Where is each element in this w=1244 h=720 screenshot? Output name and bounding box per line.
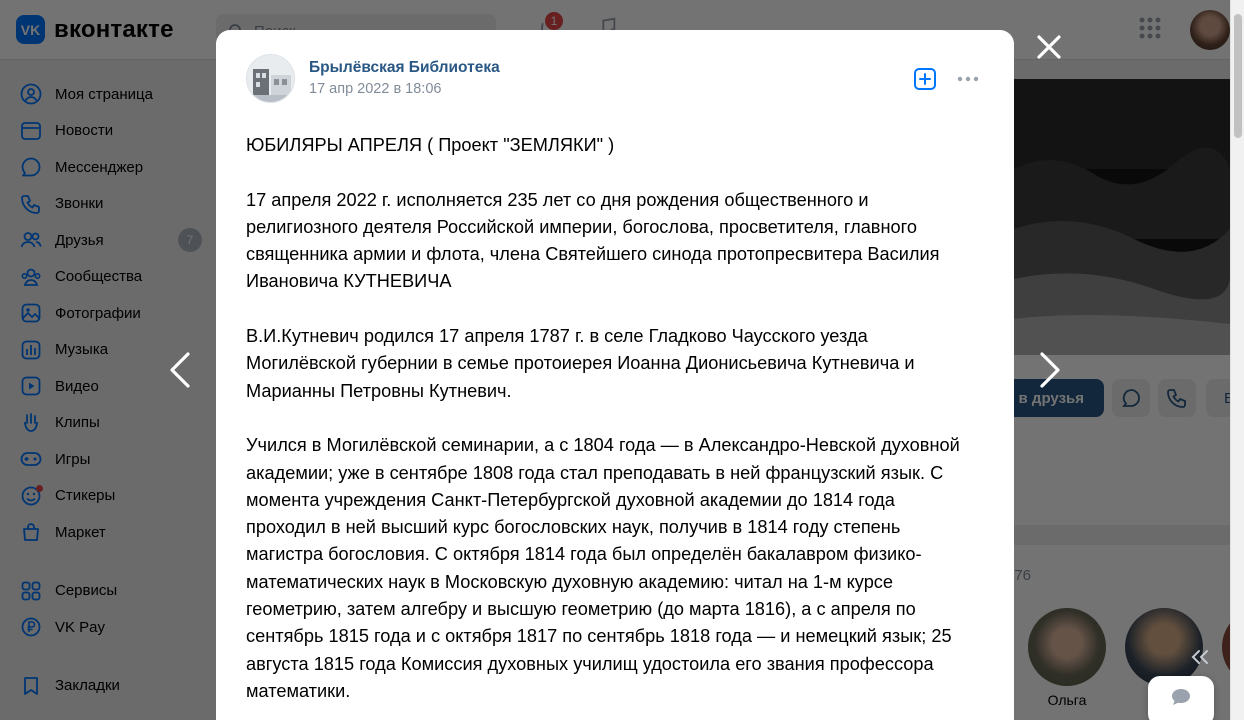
author-avatar[interactable] — [246, 54, 295, 103]
collapse-double-chevron-icon[interactable] — [1190, 648, 1210, 666]
post-body — [246, 132, 986, 720]
post-modal — [216, 30, 1014, 720]
page-scrollbar[interactable] — [1230, 0, 1244, 720]
add-bookmark-icon[interactable] — [913, 67, 937, 91]
close-icon[interactable] — [1034, 32, 1064, 62]
post-title: ЮБИЛЯРЫ АПРЕЛЯ ( Проект "ЗЕМЛЯКИ" ) — [246, 135, 615, 155]
post-date[interactable]: 17 апр 2022 в 18:06 — [309, 81, 442, 97]
library-building-image — [247, 55, 295, 103]
post-paragraph: 17 апреля 2022 г. исполняется 235 лет со дня рождения общественного и религиозного деятеля Российской империи, богослова, просветителя, главного священника армии и флота, члена Святейшего синода протопресвитера Василия Ивановича КУТНЕВИЧА — [246, 189, 940, 292]
scrollbar-thumb[interactable] — [1234, 14, 1242, 138]
post-paragraph: Учился в Могилёвской семинарии, а с 1804 года — в Александро-Невской духовной академии; уже в сентябре 1808 года стал преподавать в ней французский язык. С момента учреждения Санкт-Петербургской духовной академии до 1814 года проходил в ней высший курс богословских наук, получив в 1814 году степень магистра богословия. С октября 1814 года был определён бакалавром физико- математических наук в Московскую духовную академию: читал на 1-м курсе геометрию, затем алгебру и высшую геометрию (до марта 1816), а с апреля по сентябрь 1815 года и с октября 1817 по сентябрь 1818 года — и немецкий язык; 25 августа 1815 года Комиссия духовных училищ удостоила его звания профессора математики. — [246, 435, 960, 701]
post-author-name[interactable]: Брылёвская Библиотека — [309, 59, 500, 76]
chat-bubble-icon — [1171, 688, 1191, 706]
post-paragraph: В.И.Кутневич родился 17 апреля 1787 г. в селе Гладково Чаусского уезда Могилёвской губернии в семье протоиерея Иоанна Дионисьевича Кутневича и Марианны Петровны Кутневич. — [246, 326, 915, 401]
next-post-chevron-icon[interactable] — [1036, 350, 1064, 390]
previous-post-chevron-icon[interactable] — [166, 350, 194, 390]
more-options-icon[interactable] — [956, 68, 980, 90]
chat-widget-button[interactable] — [1148, 676, 1214, 720]
